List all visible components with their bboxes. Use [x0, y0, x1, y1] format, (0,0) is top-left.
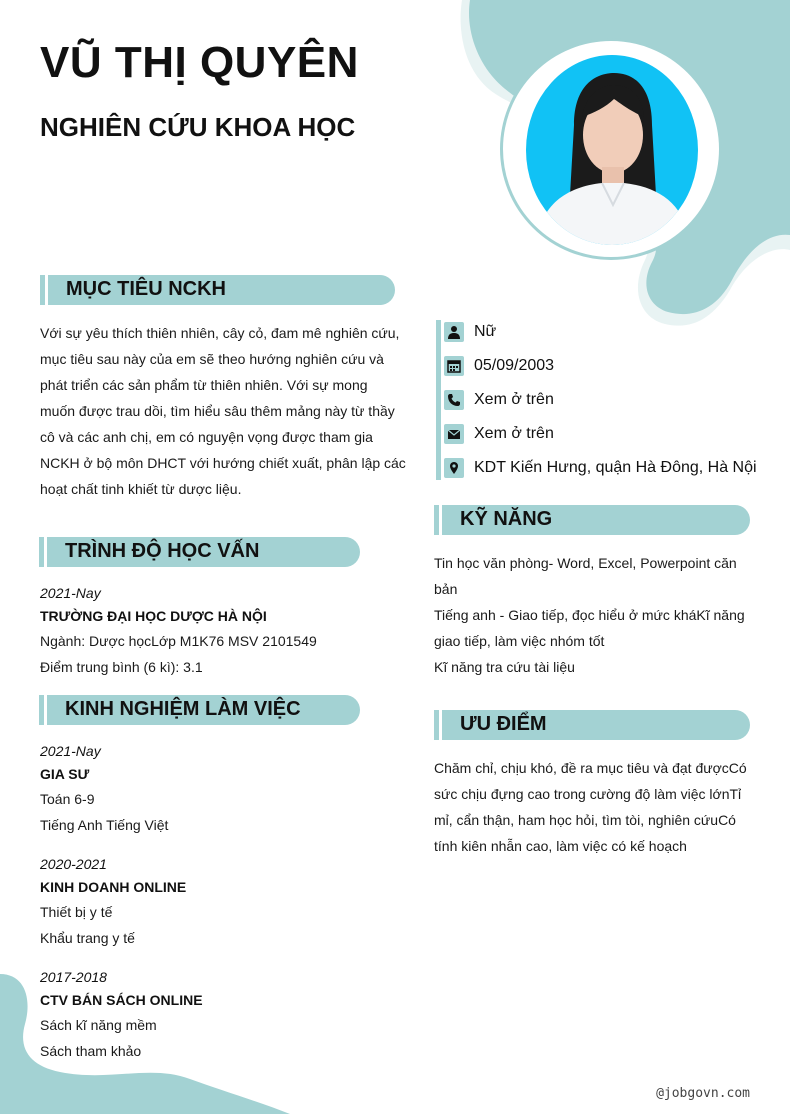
paragraph-line: tính kiên nhẫn cao, làm việc có kế hoạch — [434, 838, 687, 854]
birthday-value: 05/09/2003 — [474, 357, 555, 374]
section-header-strengths — [442, 710, 750, 740]
paragraph-line: bản — [434, 581, 458, 597]
skills-text — [434, 550, 754, 680]
section-header-objective — [48, 275, 395, 305]
person-icon — [444, 322, 464, 342]
contact-gender — [444, 320, 496, 344]
paragraph-line: muốn được trau dồi, tìm hiểu sâu thêm mảng này từ thầy — [40, 403, 395, 419]
paragraph-line: sức chịu đựng cao trong cường độ làm việc lớnTỉ — [434, 786, 742, 802]
contact-email — [444, 422, 554, 446]
strengths-text — [434, 755, 754, 859]
contact-address — [444, 456, 757, 480]
mail-icon — [444, 424, 464, 444]
experience-detail: Sách tham khảo — [40, 1043, 142, 1059]
paragraph-line: Tiếng anh - Giao tiếp, đọc hiểu ở mức kháKĩ năng — [434, 607, 745, 623]
contact-birthday — [444, 354, 554, 378]
email-value: Xem ở trên — [474, 425, 554, 442]
experience-date: 2021-Nay — [40, 743, 101, 759]
section-header-education — [47, 537, 360, 567]
paragraph-line: mỉ, cẩn thận, ham học hỏi, tìm tòi, nghiên cứuCó — [434, 812, 736, 828]
section-header-skills — [442, 505, 750, 535]
phone-icon — [444, 390, 464, 410]
experience-detail: Thiết bị y tế — [40, 904, 113, 920]
objective-text — [40, 320, 406, 502]
paragraph-line: mục tiêu sau này của em sẽ theo hướng nghiên cứu và — [40, 351, 384, 367]
section-header-experience — [47, 695, 360, 725]
education-major: Ngành: Dược họcLớp M1K76 MSV 2101549 — [40, 633, 317, 649]
section-title: KINH NGHIỆM LÀM VIỆC — [65, 698, 301, 720]
profile-photo — [526, 55, 698, 245]
paragraph-line: Với sự yêu thích thiên nhiên, cây cỏ, đam mê nghiên cứu, — [40, 325, 400, 341]
paragraph-line: Chăm chỉ, chịu khó, đề ra mục tiêu và đạt đượcCó — [434, 760, 747, 776]
paragraph-line: hoạt chất tinh khiết từ dược liệu. — [40, 481, 242, 497]
experience-detail: Sách kĩ năng mềm — [40, 1017, 157, 1033]
calendar-icon — [444, 356, 464, 376]
section-title: KỸ NĂNG — [460, 508, 553, 530]
experience-org: CTV BÁN SÁCH ONLINE — [40, 992, 203, 1008]
paragraph-line: giao tiếp, làm việc nhóm tốt — [434, 633, 605, 649]
paragraph-line: Kĩ năng tra cứu tài liệu — [434, 659, 575, 675]
education-date: 2021-Nay — [40, 585, 101, 601]
contact-phone — [444, 388, 554, 412]
experience-detail: Toán 6-9 — [40, 791, 95, 807]
experience-detail: Khẩu trang y tế — [40, 930, 135, 946]
education-gpa: Điểm trung bình (6 kì): 3.1 — [40, 659, 203, 675]
job-title: NGHIÊN CỨU KHOA HỌC — [40, 112, 356, 142]
watermark: @jobgovn.com — [656, 1086, 750, 1101]
section-title: TRÌNH ĐỘ HỌC VẤN — [65, 540, 260, 562]
experience-date: 2020-2021 — [40, 856, 107, 872]
education-school: TRƯỜNG ĐẠI HỌC DƯỢC HÀ NỘI — [40, 608, 267, 624]
section-title: MỤC TIÊU NCKH — [66, 278, 226, 300]
phone-value: Xem ở trên — [474, 391, 554, 408]
section-title: ƯU ĐIỂM — [460, 713, 547, 735]
experience-org: GIA SƯ — [40, 766, 90, 782]
address-value: KDT Kiến Hưng, quận Hà Đông, Hà Nội — [474, 459, 757, 476]
location-icon — [444, 458, 464, 478]
experience-org: KINH DOANH ONLINE — [40, 879, 187, 895]
contact-accent-bar — [436, 320, 441, 480]
paragraph-line: NCKH ở bộ môn DHCT với hướng chiết xuất, phân lập các — [40, 455, 406, 471]
paragraph-line: cô và các anh chị, em có nguyện vọng được tham gia — [40, 429, 373, 445]
experience-detail: Tiếng Anh Tiếng Việt — [40, 817, 169, 833]
experience-date: 2017-2018 — [40, 969, 107, 985]
candidate-name: VŨ THỊ QUYÊN — [40, 38, 359, 87]
paragraph-line: phát triển các sản phẩm từ thiên nhiên. Với sự mong — [40, 377, 368, 393]
gender-value: Nữ — [474, 323, 497, 340]
paragraph-line: Tin học văn phòng- Word, Excel, Powerpoint căn — [434, 555, 737, 571]
